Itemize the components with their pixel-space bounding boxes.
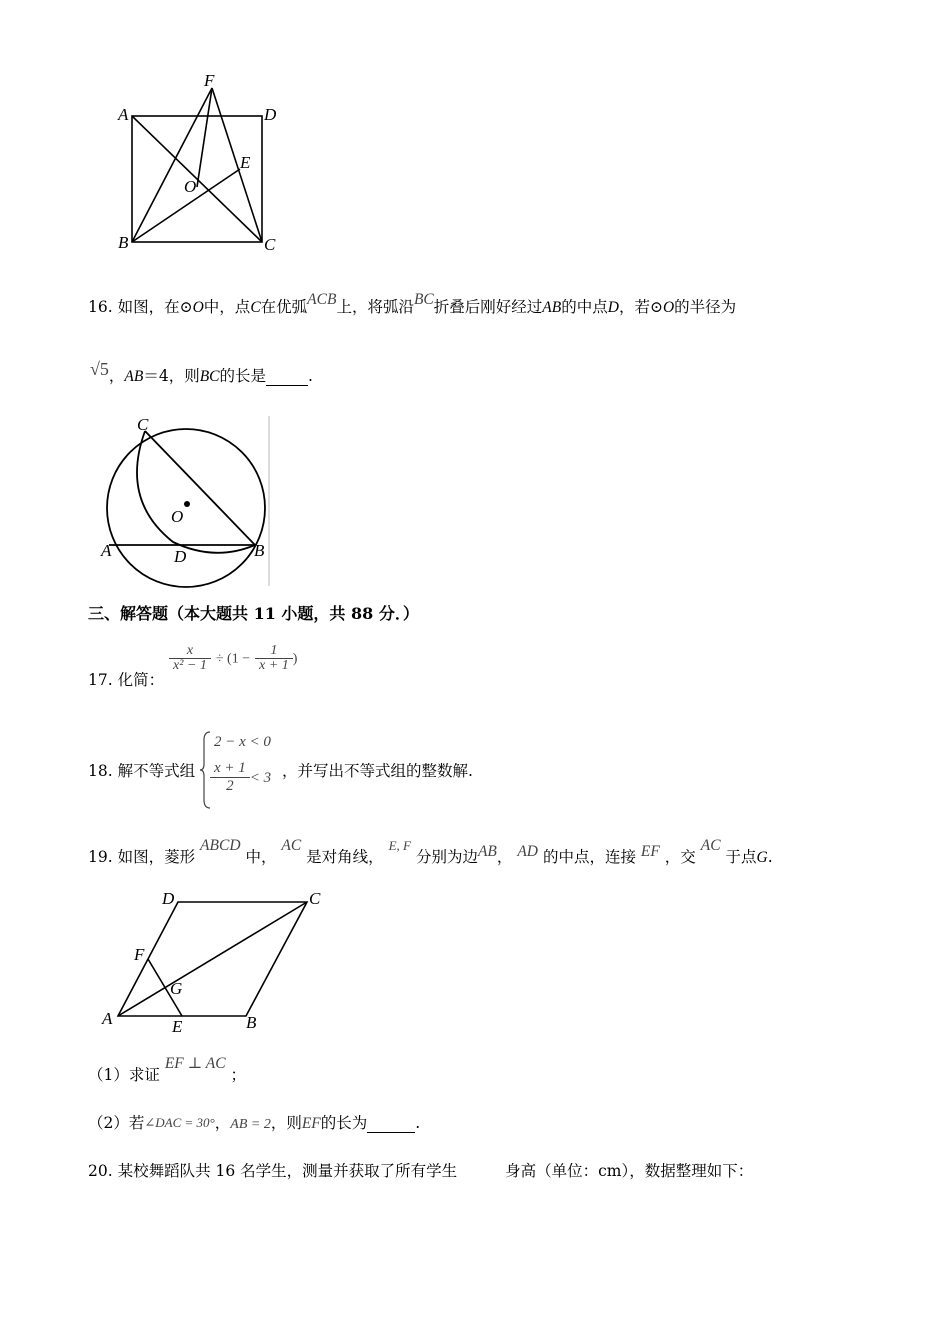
q16-number: 16.: [88, 298, 113, 316]
q16-text-a: 如图，在⊙: [117, 298, 193, 316]
q19-2-end: .: [415, 1114, 421, 1132]
diagonal-ac3: [118, 902, 307, 1016]
figure-circle-fold: [95, 410, 280, 590]
q16-text-h: 的半径为: [674, 298, 737, 316]
label-G3: G: [170, 979, 183, 998]
q16-line2: [90, 359, 313, 386]
q17-close: ): [292, 651, 298, 667]
q16-line2-end: .: [308, 367, 313, 385]
q18-num: x + 1: [210, 760, 250, 778]
q19-2-answer-blank: [367, 1116, 415, 1133]
q19-text-h: .: [767, 848, 773, 866]
label-A: A: [118, 105, 129, 124]
q19-ef1: E, F: [388, 838, 411, 853]
q17-op: ÷ (1 −: [215, 651, 251, 667]
label-B: B: [118, 233, 129, 252]
q16-text-b: 中，点: [203, 298, 251, 316]
q17-label: 化简：: [117, 670, 165, 689]
q19-ad: AD: [517, 843, 539, 860]
q20-text2: 身高（单位：cm），数据整理如下：: [505, 1162, 754, 1180]
q19-1-tail: ；: [230, 1066, 247, 1084]
q19-abcd: ABCD: [200, 837, 241, 854]
q16-o1: O: [192, 299, 204, 316]
q17-num1: x: [169, 644, 211, 659]
q16-text-d: 上，将弧沿: [336, 298, 414, 316]
q17-num2: 1: [255, 644, 293, 659]
q17-den2: x + 1: [259, 658, 289, 673]
q16-ab-eq: AB: [124, 368, 144, 385]
q19-1-math: EF ⊥ AC: [164, 1055, 226, 1072]
q19-text-c: 是对角线，: [306, 848, 384, 866]
q18-den: 2: [226, 778, 234, 794]
q17-frac1: [169, 644, 211, 673]
q16-text-e: 折叠后刚好经过: [433, 298, 543, 316]
q17-number: 17.: [88, 670, 113, 689]
q18-label: 解不等式组: [117, 762, 196, 780]
q18-ineq2: [210, 760, 271, 795]
q16-text-g: ，若⊙: [618, 298, 663, 316]
q16-line2-b: ＝4，则: [143, 367, 200, 385]
q16-c: C: [250, 299, 261, 316]
q18-number: 18.: [88, 762, 113, 780]
q19-2-ab: AB = 2: [230, 1117, 271, 1132]
q19-2-prefix: （2）若: [88, 1114, 145, 1132]
q19-text-g: 于点: [725, 848, 757, 866]
label-A2: A: [101, 541, 112, 560]
q19-ac2: AC: [700, 837, 721, 854]
figure-rhombus: [98, 888, 338, 1038]
q19-line: [88, 837, 773, 866]
q18-ineq1: 2 − x < 0: [214, 734, 271, 750]
segment-fc: [212, 88, 262, 242]
label-E: E: [240, 153, 251, 172]
label-B2: B: [254, 541, 265, 560]
q19-2-angle: ∠DAC = 30°: [144, 1115, 215, 1130]
label-O2: O: [171, 507, 184, 526]
q19-1-prefix: （1）求证: [88, 1066, 160, 1084]
q16-bc: BC: [199, 368, 220, 385]
label-A3: A: [102, 1009, 113, 1028]
label-C: C: [264, 235, 276, 254]
q16-d: D: [607, 299, 619, 316]
q19-ab: AB: [477, 843, 497, 860]
label-F3: F: [134, 945, 145, 964]
figure-square-star: [100, 68, 300, 258]
q16-ab: AB: [542, 299, 562, 316]
q19-text-a: 如图，菱形: [117, 848, 196, 866]
q16-answer-blank: [266, 369, 308, 386]
q20-number: 20.: [88, 1162, 113, 1180]
folded-arc: [137, 431, 255, 553]
section3-heading: 三、解答题（本大题共 11 小题，共 88 分．）: [88, 604, 419, 623]
q19-2-text: ，则: [270, 1114, 302, 1132]
q19-2-sep: ，: [214, 1114, 231, 1132]
label-D3: D: [162, 889, 175, 908]
q16-arc-bc: BC: [413, 291, 434, 308]
label-E3: E: [172, 1017, 183, 1036]
q19-text-b: 中，: [245, 848, 277, 866]
q16-text-c: 在优弧: [260, 298, 308, 316]
q19-ac1: AC: [281, 837, 302, 854]
q19-comma: ，: [496, 848, 513, 866]
diagonal-ac: [132, 116, 262, 242]
q20-text: 某校舞蹈队共 16 名学生，测量并获取了所有学生: [117, 1162, 458, 1180]
q16-line1: [88, 291, 737, 316]
q19-part1: [88, 1055, 247, 1084]
label-C3: C: [309, 889, 321, 908]
label-O: O: [184, 177, 197, 196]
q16-line2-a: ，: [108, 367, 125, 385]
label-F: F: [204, 71, 215, 90]
q17-frac2: [255, 644, 293, 673]
q19-ef2: EF: [640, 843, 660, 860]
q16-sqrt5: √5: [90, 359, 109, 379]
q17-line: [88, 643, 298, 689]
q17-den1: x² − 1: [173, 658, 207, 673]
label-C2: C: [137, 415, 149, 434]
q18-tail: ，并写出不等式组的整数解.: [282, 762, 473, 780]
q16-line2-c: 的长是: [219, 367, 267, 385]
q18-number-label: [88, 764, 195, 780]
q19-2-ef: EF: [301, 1115, 321, 1132]
q19-text-d: 分别为边: [415, 848, 478, 866]
q19-number: 19.: [88, 848, 113, 866]
label-D: D: [264, 105, 277, 124]
label-B3: B: [246, 1013, 257, 1032]
q18-rhs: < 3: [249, 770, 272, 786]
q19-text-e: 的中点，连接: [542, 848, 636, 866]
q16-arc-acb: ACB: [307, 291, 337, 308]
q19-part2: [88, 1116, 420, 1133]
q20-line: [88, 1164, 753, 1180]
center-point-o: [184, 501, 190, 507]
q18-frac: [210, 760, 250, 795]
q19-2-tail: 的长为: [320, 1114, 368, 1132]
q16-text-f: 的中点: [561, 298, 608, 316]
q16-o2: O: [662, 299, 675, 316]
label-D2: D: [174, 547, 187, 566]
q19-g: G: [756, 849, 768, 866]
q19-text-f: ，交: [664, 848, 696, 866]
